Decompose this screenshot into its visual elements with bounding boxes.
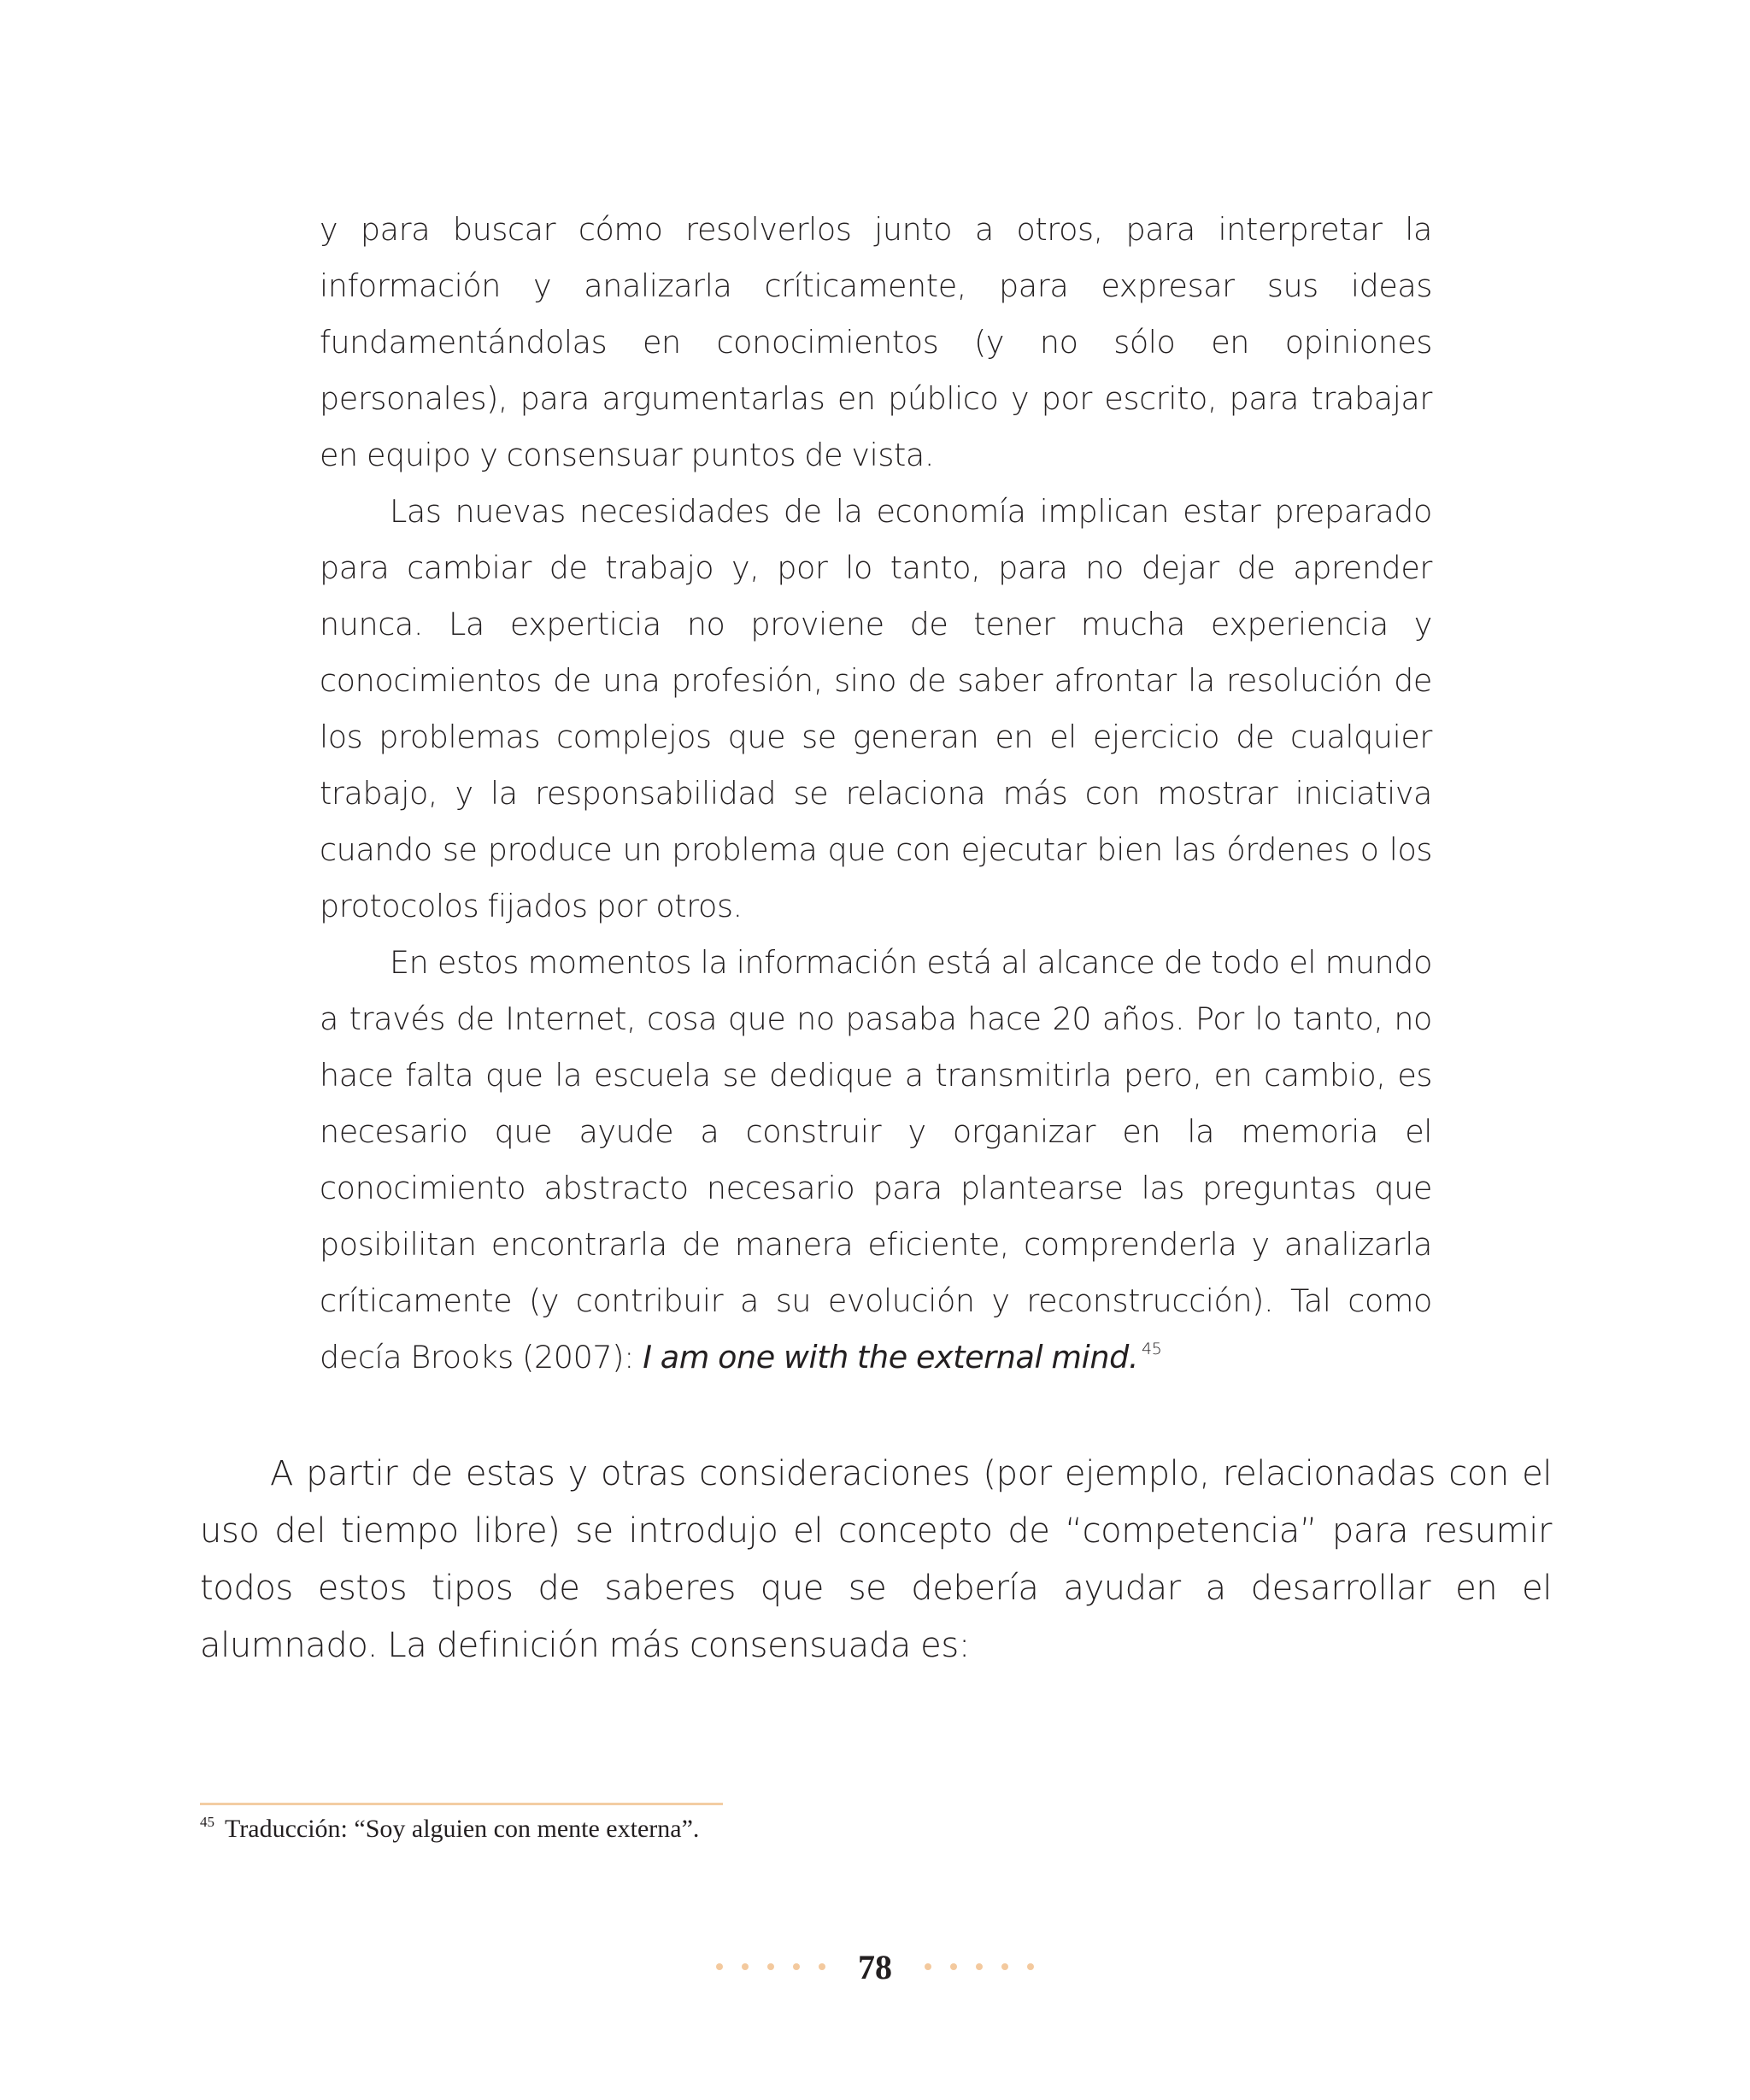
- dot-ornament: [1027, 1963, 1034, 1970]
- quote-italic-phrase: I am one with the external mind.: [643, 1339, 1139, 1376]
- dot-ornament: [793, 1963, 800, 1970]
- dot-ornament: [767, 1963, 774, 1970]
- page-number: 78: [858, 1947, 892, 1986]
- indented-quote-block: [320, 202, 1432, 1386]
- right-dots-ornament: [925, 1963, 1034, 1970]
- footnote-number: 45: [200, 1814, 214, 1830]
- dot-ornament: [925, 1963, 931, 1970]
- quote-paragraph-3-text: En estos momentos la información está al alcance de todo el mundo a través de Internet, cosa que no pasaba hace 20 años. Por lo tanto, no hace falta que la escuela se dedique a transmitirla pero, en cambio, es necesario que ayude a construir y organizar en la memoria el conocimiento abstracto necesario para plantearse las preguntas que posibilitan encontrarla de manera eficiente, comprenderla y analizarla críticamente (y contribuir a su evolución y reconstrucción). Tal como decía Brooks (2007):: [320, 944, 1432, 1376]
- dot-ornament: [1001, 1963, 1008, 1970]
- quote-paragraph-2: Las nuevas necesidades de la economía implican estar preparado para cambiar de trabajo y, por lo tanto, para no dejar de aprender nunca. La experticia no proviene de tener mucha experiencia y conocimientos de una profesión, sino de saber afrontar la resolución de los problemas complejos que se generan en el ejercicio de cualquier trabajo, y la responsabilidad se relaciona más con mostrar iniciativa cuando se produce un problema que con ejecutar bien las órdenes o los protocolos fijados por otros.: [320, 493, 1432, 924]
- dot-ornament: [976, 1963, 983, 1970]
- dot-ornament: [716, 1963, 723, 1970]
- footnote: [200, 1812, 699, 1846]
- dot-ornament: [742, 1963, 749, 1970]
- dot-ornament: [819, 1963, 825, 1970]
- left-dots-ornament: [716, 1963, 825, 1970]
- footnote-reference[interactable]: 45: [1142, 1340, 1162, 1358]
- dot-ornament: [950, 1963, 957, 1970]
- quote-paragraph-1: y para buscar cómo resolverlos junto a otros, para interpretar la información y analizarla críticamente, para expresar sus ideas fundamentándolas en conocimientos (y no sólo en opiniones personales), para argumentarlas en público y por escrito, para trabajar en equipo y consensuar puntos de vista.: [320, 211, 1432, 473]
- page-footer: [0, 1941, 1750, 1992]
- body-text: [200, 1446, 1552, 1675]
- quote-paragraph-3: [320, 935, 1432, 1386]
- body-paragraph: A partir de estas y otras consideraciones (por ejemplo, relacionadas con el uso del tiempo libre) se introdujo el concepto de “competencia” para resumir todos estos tipos de saberes que se debería ayudar a desarrollar en el alumnado. La definición más consensuada es:: [200, 1454, 1552, 1665]
- footnote-divider: [200, 1803, 723, 1805]
- footnote-text: Traducción: “Soy alguien con mente externa”.: [225, 1815, 700, 1843]
